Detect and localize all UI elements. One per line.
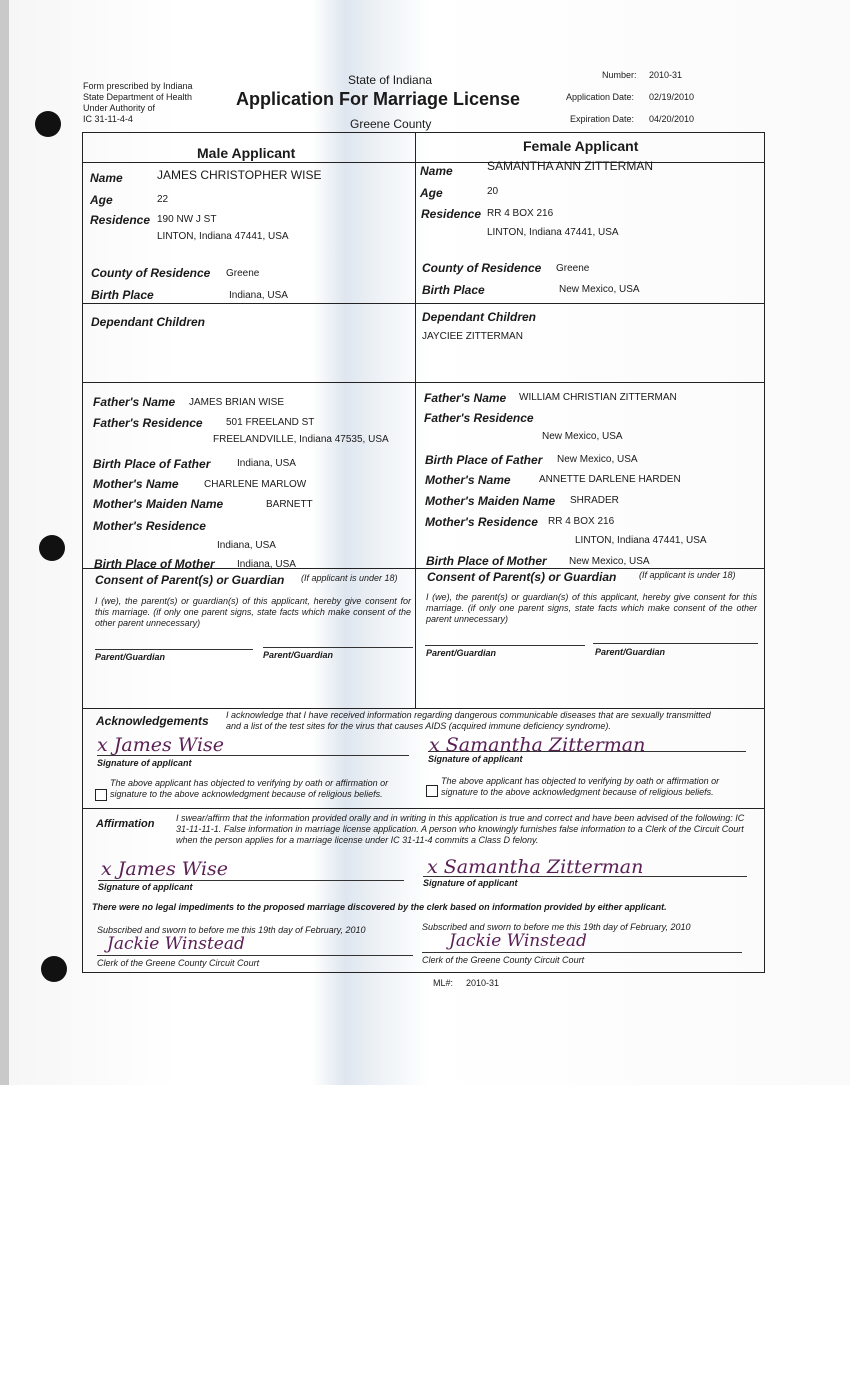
punch-hole [39,535,65,561]
prescribed-line: State Department of Health [83,92,193,102]
female-name-label: Name [420,164,453,178]
female-residence-line1: RR 4 BOX 216 [487,208,554,219]
male-residence-line2: LINTON, Indiana 47441, USA [157,231,289,242]
male-dependants-label: Dependant Children [91,315,206,329]
female-birthplace-value: New Mexico, USA [559,284,640,295]
male-birthplace-label: Birth Place [91,288,154,302]
female-mother-residence-label: Mother's Residence [425,515,538,529]
female-age-value: 20 [487,186,499,197]
male-father-birthplace-label: Birth Place of Father [93,457,211,471]
clerk-label: Clerk of the Greene County Circuit Court [97,958,260,968]
affirmation-heading: Affirmation [96,818,155,830]
parent-guardian-label: Parent/Guardian [95,652,166,662]
parent-signature-line [263,647,413,648]
male-acknowledgement-signature: x James Wise [97,734,225,756]
male-consent-heading: Consent of Parent(s) or Guardian [95,573,285,587]
female-county-label: County of Residence [422,261,542,275]
female-father-name-value: WILLIAM CHRISTIAN ZITTERMAN [519,392,677,403]
prescribed-line: IC 31-11-4-4 [83,114,133,124]
male-mother-birthplace-label: Birth Place of Mother [94,557,215,571]
female-mother-residence-line2: LINTON, Indiana 47441, USA [575,535,707,546]
acknowledgements-heading: Acknowledgements [96,714,209,728]
clerk-signature: Jackie Winstead [107,934,245,954]
form-border [82,132,765,973]
state-name: State of Indiana [348,73,433,87]
prescribed-line: Form prescribed by Indiana [83,81,193,91]
affirmation-text: I swear/affirm that the information provided orally and in writing in this application is true and correct and have been advised of the following: IC 31-11-11-1. False information in marriage license application. A person who knowingly furnishes false information to a Clerk of the Circuit Court when the person applies for a marriage license under IC 31-11-4 commits a Class D felony. [176,813,745,845]
male-consent-text: I (we), the parent(s) or guardian(s) of this applicant, hereby give consent for this marriage. (if only one parent signs, state facts which make consent of the other parent unnecessary) [95,596,411,628]
punch-hole [41,956,67,982]
female-county-value: Greene [556,263,590,274]
row-divider [82,708,765,709]
signature-line [423,876,747,877]
column-divider [415,132,416,708]
female-mother-maiden-value: SHRADER [570,495,619,506]
female-age-label: Age [420,186,443,200]
male-mother-maiden-label: Mother's Maiden Name [93,497,224,511]
female-mother-birthplace-label: Birth Place of Mother [426,554,547,568]
signature-line [97,955,413,956]
row-divider [82,162,765,163]
document-title: Application For Marriage License [236,89,521,109]
county-name: Greene County [350,117,432,131]
signature-label: Signature of applicant [98,882,193,892]
signature-label: Signature of applicant [428,754,523,764]
expiration-date-value: 04/20/2010 [649,114,695,124]
expiration-date-label: Expiration Date: [570,114,635,124]
female-acknowledgement-signature: x Samantha Zitterman [429,734,646,756]
clerk-signature: Jackie Winstead [449,931,587,951]
signature-line [98,880,404,881]
parent-signature-line [95,649,253,650]
row-divider [82,303,765,304]
signature-label: Signature of applicant [97,758,192,768]
male-mother-residence-label: Mother's Residence [93,519,206,533]
female-mother-residence-line1: RR 4 BOX 216 [548,516,615,527]
male-birthplace-value: Indiana, USA [229,290,288,301]
male-mother-name-value: CHARLENE MARLOW [204,479,307,490]
prescribed-line: Under Authority of [83,103,156,113]
male-father-residence-line1: 501 FREELAND ST [226,417,315,428]
parent-signature-line [593,643,758,644]
male-objection-text: The above applicant has objected to verifying by oath or affirmation or signature to the above acknowledgment because of religious beliefs. [110,778,389,799]
female-dependants-label: Dependant Children [422,310,537,324]
male-name-label: Name [90,171,123,185]
female-mother-name-label: Mother's Name [425,473,511,487]
male-father-residence-label: Father's Residence [93,416,203,430]
signature-line [428,751,746,752]
female-consent-heading: Consent of Parent(s) or Guardian [427,570,617,584]
row-divider [82,382,765,383]
application-date-label: Application Date: [566,92,635,102]
male-father-residence-line2: FREELANDVILLE, Indiana 47535, USA [213,434,389,445]
female-name-value: SAMANTHA ANN ZITTERMAN [487,159,654,173]
female-mother-maiden-label: Mother's Maiden Name [425,494,556,508]
female-residence-line2: LINTON, Indiana 47441, USA [487,227,619,238]
clerk-label: Clerk of the Greene County Circuit Court [422,955,585,965]
male-affirmation-signature: x James Wise [101,858,229,880]
female-consent-text: I (we), the parent(s) or guardian(s) of this applicant, hereby give consent for this marriage. (if only one parent signs, state facts which make consent of the other parent unnecessary) [426,592,757,624]
female-birthplace-label: Birth Place [422,283,485,297]
female-objection-checkbox[interactable] [426,785,438,797]
punch-hole [35,111,61,137]
signature-line [97,755,409,756]
male-age-value: 22 [157,194,169,205]
male-residence-label: Residence [90,213,151,227]
male-consent-note: (If applicant is under 18) [301,573,398,583]
female-father-birthplace-value: New Mexico, USA [557,454,638,465]
female-father-birthplace-label: Birth Place of Father [425,453,543,467]
row-divider [82,808,765,809]
male-father-name-label: Father's Name [93,395,176,409]
ml-number-label: ML#: [433,978,454,988]
signature-label: Signature of applicant [423,878,518,888]
male-father-birthplace-value: Indiana, USA [237,458,296,469]
female-objection-text: The above applicant has objected to verifying by oath or affirmation or signature to the above acknowledgment because of religious beliefs. [441,776,720,797]
parent-guardian-label: Parent/Guardian [426,648,497,658]
number-value: 2010-31 [649,70,683,80]
male-applicant-heading: Male Applicant [197,145,296,161]
no-impediments-statement: There were no legal impediments to the proposed marriage discovered by the clerk based on information provided by either applicant. [92,902,667,912]
number-label: Number: [602,70,637,80]
female-mother-birthplace-value: New Mexico, USA [569,556,650,567]
female-mother-name-value: ANNETTE DARLENE HARDEN [539,474,681,485]
male-residence-line1: 190 NW J ST [157,214,217,225]
acknowledgements-text: I acknowledge that I have received information regarding dangerous communicable diseases that are sexually transmitted and a list of the test sites for the virus that causes AIDS (acquired immune deficiency syndrome). [226,710,711,731]
male-county-value: Greene [226,268,260,279]
male-mother-residence-line2: Indiana, USA [217,540,276,551]
female-father-residence-line2: New Mexico, USA [542,431,623,442]
male-mother-birthplace-value: Indiana, USA [237,559,296,570]
male-county-label: County of Residence [91,266,211,280]
parent-signature-line [425,645,585,646]
subscribed-statement: Subscribed and sworn to before me this 19th day of February, 2010 [97,925,366,935]
parent-guardian-label: Parent/Guardian [263,650,334,660]
female-father-name-label: Father's Name [424,391,507,405]
application-date-value: 02/19/2010 [649,92,695,102]
male-objection-checkbox[interactable] [95,789,107,801]
female-dependants-value: JAYCIEE ZITTERMAN [422,331,523,342]
female-residence-label: Residence [421,207,482,221]
male-name-value: JAMES CHRISTOPHER WISE [157,168,322,182]
ml-number-value: 2010-31 [466,978,500,988]
parent-guardian-label: Parent/Guardian [595,647,666,657]
subscribed-statement: Subscribed and sworn to before me this 19th day of February, 2010 [422,922,691,932]
male-mother-maiden-value: BARNETT [266,499,313,510]
male-age-label: Age [90,193,113,207]
female-consent-note: (If applicant is under 18) [639,570,736,580]
signature-line [422,952,742,953]
male-mother-name-label: Mother's Name [93,477,179,491]
female-father-residence-label: Father's Residence [424,411,534,425]
female-affirmation-signature: x Samantha Zitterman [427,856,644,878]
female-applicant-heading: Female Applicant [523,138,639,154]
male-father-name-value: JAMES BRIAN WISE [189,397,285,408]
